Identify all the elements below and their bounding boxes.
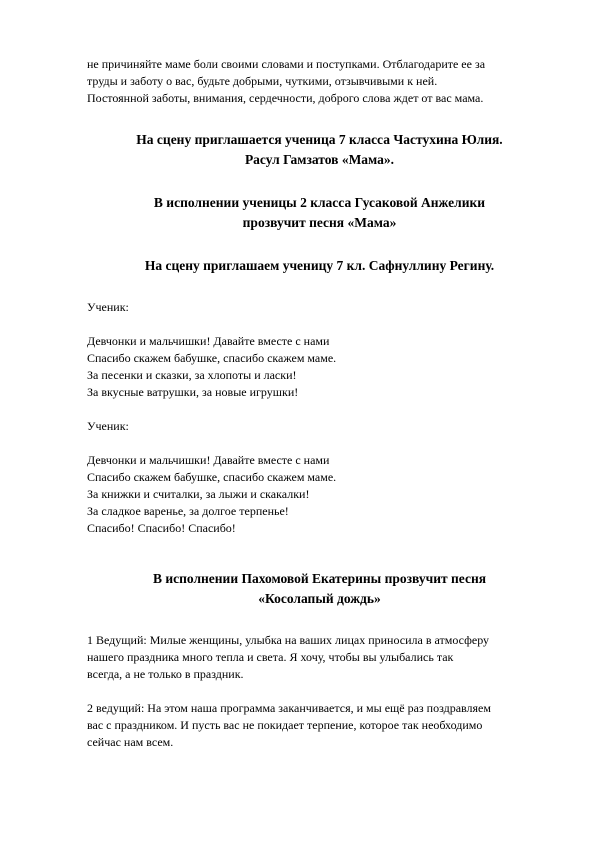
text-line: не причиняйте маме боли своими словами и поступками. Отблагодарите ее за xyxy=(87,57,486,71)
text-line: 1 Ведущий: Милые женщины, улыбка на ваших лицах приносила в атмосферу xyxy=(87,633,490,647)
heading-line: На сцену приглашается ученица 7 класса Частухина Юлия. xyxy=(136,132,503,147)
heading-chastukhina xyxy=(87,130,552,170)
heading-line: В исполнении ученицы 2 класса Гусаковой Анжелики xyxy=(153,195,486,210)
intro-paragraph xyxy=(87,56,552,107)
text-line: нашего праздника много тепла и света. Я хочу, чтобы вы улыбались так xyxy=(87,650,454,664)
heading-line: Расул Гамзатов «Мама». xyxy=(244,152,395,167)
heading-line: прозвучит песня «Мама» xyxy=(242,215,397,230)
poem-line: За вкусные ватрушки, за новые игрушки! xyxy=(87,385,299,399)
poem-line: Спасибо! Спасибо! Спасибо! xyxy=(87,521,236,535)
heading-line: На сцену приглашаем ученицу 7 кл. Сафнуллину Регину. xyxy=(144,258,495,273)
text-line: 2 ведущий: На этом наша программа заканчивается, и мы ещё раз поздравляем xyxy=(87,701,491,715)
heading-line: «Косолапый дождь» xyxy=(258,591,381,606)
text-line: труды и заботу о вас, будьте добрыми, чуткими, отзывчивыми к ней. xyxy=(87,74,438,88)
poem-line: За книжки и считалки, за лыжи и скакалки! xyxy=(87,487,310,501)
poem1-stanza xyxy=(87,333,552,401)
poem2-stanza xyxy=(87,452,552,537)
poem-line: Девчонки и мальчишки! Давайте вместе с нами xyxy=(87,334,330,348)
poem1-speaker: Ученик: xyxy=(87,300,129,314)
poem-line: За сладкое варенье, за долгое терпенье! xyxy=(87,504,289,518)
poem-line: За песенки и сказки, за хлопоты и ласки! xyxy=(87,368,297,382)
heading-pakhomova xyxy=(87,569,552,609)
document-page xyxy=(87,56,552,751)
heading-safnullina xyxy=(87,256,552,276)
text-line: сейчас нам всем. xyxy=(87,735,174,749)
poem-line: Спасибо скажем бабушке, спасибо скажем маме. xyxy=(87,351,337,365)
text-line: Постоянной заботы, внимания, сердечности, доброго слова ждет от вас мама. xyxy=(87,91,484,105)
heading-gusakova xyxy=(87,193,552,233)
poem-line: Спасибо скажем бабушке, спасибо скажем маме. xyxy=(87,470,337,484)
poem-line: Девчонки и мальчишки! Давайте вместе с нами xyxy=(87,453,330,467)
poem2-speaker: Ученик: xyxy=(87,419,129,433)
text-line: вас с праздником. И пусть вас не покидает терпение, которое так необходимо xyxy=(87,718,483,732)
heading-line: В исполнении Пахомовой Екатерины прозвучит песня xyxy=(152,571,487,586)
text-line: всегда, а не только в праздник. xyxy=(87,667,244,681)
host2-paragraph xyxy=(87,700,552,751)
host1-paragraph xyxy=(87,632,552,683)
